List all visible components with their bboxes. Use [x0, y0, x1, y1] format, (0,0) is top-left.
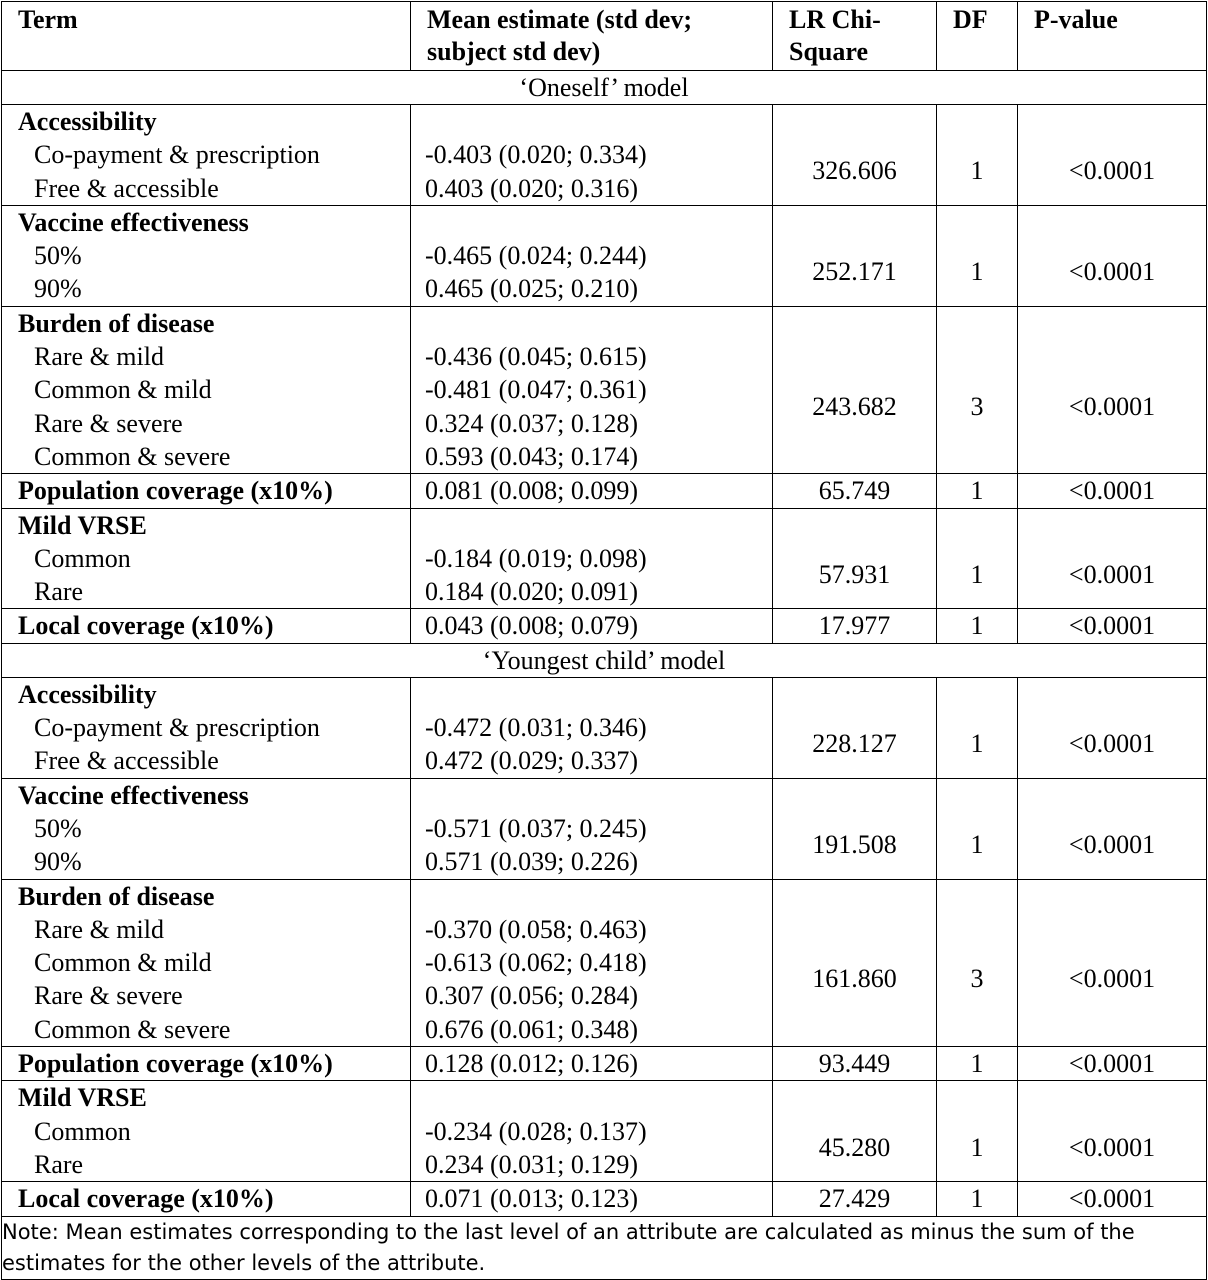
level-name: 90%	[34, 847, 82, 877]
pvalue-cell: <0.0001	[1018, 306, 1207, 473]
attribute-row	[2, 677, 1207, 778]
term-cell	[2, 474, 411, 508]
df-cell: 1	[937, 778, 1018, 879]
pvalue-cell: <0.0001	[1018, 778, 1207, 879]
attribute-name: Vaccine effectiveness	[18, 207, 249, 237]
level-estimate: 0.465 (0.025; 0.210)	[425, 274, 639, 304]
df-cell: 1	[937, 474, 1018, 508]
term-cell	[2, 508, 411, 609]
level-estimate: -0.481 (0.047; 0.361)	[425, 375, 647, 405]
level-name: Common & mild	[34, 948, 212, 978]
estimate-cell	[411, 205, 773, 306]
estimate-cell	[411, 1047, 773, 1081]
header-term: Term	[2, 2, 411, 71]
df-cell: 1	[937, 677, 1018, 778]
level-estimate: 0.403 (0.020; 0.316)	[425, 173, 639, 203]
level-name: Common & severe	[34, 1014, 231, 1044]
attribute-name: Population coverage (x10%)	[18, 1049, 333, 1079]
level-name: 90%	[34, 274, 82, 304]
header-lr-line1: LR Chi-	[789, 5, 881, 34]
estimate-cell	[411, 1081, 773, 1182]
estimate-cell	[411, 306, 773, 473]
lr-chi-square-cell: 57.931	[773, 508, 937, 609]
term-cell	[2, 879, 411, 1046]
attribute-row	[2, 474, 1207, 508]
estimate-spacer	[411, 779, 772, 812]
lr-chi-square-cell: 228.127	[773, 677, 937, 778]
pvalue-cell: <0.0001	[1018, 508, 1207, 609]
level-name: Rare	[34, 1149, 84, 1179]
level-estimate: -0.465 (0.024; 0.244)	[425, 241, 647, 271]
lr-chi-square-cell: 65.749	[773, 474, 937, 508]
lr-chi-square-cell: 161.860	[773, 879, 937, 1046]
pvalue-cell: <0.0001	[1018, 1047, 1207, 1081]
lr-chi-square-cell: 243.682	[773, 306, 937, 473]
attribute-estimate: 0.071 (0.013; 0.123)	[425, 1184, 639, 1214]
estimate-spacer	[411, 206, 772, 239]
attribute-estimate: 0.043 (0.008; 0.079)	[425, 611, 639, 641]
attribute-name: Population coverage (x10%)	[18, 476, 333, 506]
estimate-cell	[411, 105, 773, 206]
attribute-row	[2, 778, 1207, 879]
lr-chi-square-cell: 93.449	[773, 1047, 937, 1081]
attribute-name: Local coverage (x10%)	[18, 1184, 274, 1214]
df-cell: 1	[937, 1081, 1018, 1182]
level-estimate: -0.613 (0.062; 0.418)	[425, 948, 647, 978]
pvalue-cell: <0.0001	[1018, 879, 1207, 1046]
level-name: Common & severe	[34, 441, 231, 471]
lr-chi-square-cell: 17.977	[773, 609, 937, 643]
level-estimate: 0.324 (0.037; 0.128)	[425, 408, 639, 438]
term-cell	[2, 778, 411, 879]
attribute-row	[2, 306, 1207, 473]
level-estimate: 0.184 (0.020; 0.091)	[425, 577, 639, 607]
lr-chi-square-cell: 252.171	[773, 205, 937, 306]
results-table	[1, 1, 1207, 1280]
level-name: Rare & severe	[34, 408, 183, 438]
level-estimate: -0.571 (0.037; 0.245)	[425, 813, 647, 843]
df-cell: 1	[937, 1182, 1018, 1216]
estimate-cell	[411, 474, 773, 508]
estimate-cell	[411, 609, 773, 643]
lr-chi-square-cell: 326.606	[773, 105, 937, 206]
pvalue-cell: <0.0001	[1018, 1182, 1207, 1216]
level-name: Free & accessible	[34, 173, 219, 203]
attribute-row	[2, 609, 1207, 643]
pvalue-cell: <0.0001	[1018, 1081, 1207, 1182]
attribute-row	[2, 879, 1207, 1046]
level-name: Co-payment & prescription	[34, 140, 320, 170]
term-cell	[2, 105, 411, 206]
header-lr-line2: Square	[789, 37, 868, 66]
attribute-estimate: 0.081 (0.008; 0.099)	[425, 476, 639, 506]
table-body	[2, 71, 1207, 1217]
pvalue-cell: <0.0001	[1018, 474, 1207, 508]
estimate-spacer	[411, 307, 772, 340]
attribute-name: Mild VRSE	[18, 510, 147, 540]
level-estimate: -0.436 (0.045; 0.615)	[425, 342, 647, 372]
note-row	[2, 1216, 1207, 1279]
term-cell	[2, 306, 411, 473]
df-cell: 1	[937, 609, 1018, 643]
level-estimate: 0.571 (0.039; 0.226)	[425, 847, 639, 877]
estimate-spacer	[411, 880, 772, 913]
attribute-row	[2, 1182, 1207, 1216]
level-estimate: -0.234 (0.028; 0.137)	[425, 1116, 647, 1146]
section-header-row	[2, 71, 1207, 105]
section-header-row	[2, 643, 1207, 677]
header-row	[2, 2, 1207, 71]
level-name: Rare & mild	[34, 342, 164, 372]
estimate-spacer	[411, 1081, 772, 1114]
pvalue-cell: <0.0001	[1018, 677, 1207, 778]
level-estimate: -0.184 (0.019; 0.098)	[425, 543, 647, 573]
header-estimate	[411, 2, 773, 71]
lr-chi-square-cell: 27.429	[773, 1182, 937, 1216]
header-estimate-line1: Mean estimate (std dev;	[427, 5, 692, 34]
level-estimate: 0.472 (0.029; 0.337)	[425, 746, 639, 776]
df-cell: 3	[937, 306, 1018, 473]
estimate-cell	[411, 1182, 773, 1216]
attribute-name: Local coverage (x10%)	[18, 611, 274, 641]
attribute-name: Mild VRSE	[18, 1083, 147, 1113]
level-name: Common	[34, 1116, 131, 1146]
level-name: Common & mild	[34, 375, 212, 405]
level-estimate: -0.403 (0.020; 0.334)	[425, 140, 647, 170]
level-name: Co-payment & prescription	[34, 713, 320, 743]
attribute-estimate: 0.128 (0.012; 0.126)	[425, 1049, 639, 1079]
estimate-cell	[411, 879, 773, 1046]
attribute-row	[2, 205, 1207, 306]
term-cell	[2, 1182, 411, 1216]
estimate-spacer	[411, 509, 772, 542]
df-cell: 3	[937, 879, 1018, 1046]
attribute-name: Vaccine effectiveness	[18, 780, 249, 810]
level-name: 50%	[34, 813, 82, 843]
attribute-name: Burden of disease	[18, 881, 215, 911]
estimate-spacer	[411, 678, 772, 711]
section-title: ‘Youngest child’ model	[2, 643, 1207, 677]
level-name: 50%	[34, 241, 82, 271]
df-cell: 1	[937, 508, 1018, 609]
level-estimate: 0.593 (0.043; 0.174)	[425, 441, 639, 471]
header-estimate-line2: subject std dev)	[427, 37, 601, 66]
term-cell	[2, 205, 411, 306]
attribute-row	[2, 1047, 1207, 1081]
df-cell: 1	[937, 205, 1018, 306]
attribute-row	[2, 1081, 1207, 1182]
attribute-row	[2, 508, 1207, 609]
estimate-cell	[411, 508, 773, 609]
level-name: Rare	[34, 577, 84, 607]
term-cell	[2, 1081, 411, 1182]
estimate-cell	[411, 778, 773, 879]
level-name: Rare & mild	[34, 914, 164, 944]
header-lr-chi-square	[773, 2, 937, 71]
level-name: Rare & severe	[34, 981, 183, 1011]
term-cell	[2, 609, 411, 643]
attribute-name: Accessibility	[18, 107, 157, 136]
lr-chi-square-cell: 45.280	[773, 1081, 937, 1182]
level-estimate: -0.472 (0.031; 0.346)	[425, 713, 647, 743]
header-pvalue: P-value	[1018, 2, 1207, 71]
df-cell: 1	[937, 105, 1018, 206]
attribute-name: Accessibility	[18, 679, 157, 709]
attribute-row	[2, 105, 1207, 206]
term-cell	[2, 677, 411, 778]
attribute-name: Burden of disease	[18, 308, 215, 338]
section-title: ‘Oneself’ model	[2, 71, 1207, 105]
level-name: Free & accessible	[34, 746, 219, 776]
df-cell: 1	[937, 1047, 1018, 1081]
level-estimate: 0.676 (0.061; 0.348)	[425, 1014, 639, 1044]
lr-chi-square-cell: 191.508	[773, 778, 937, 879]
level-estimate: 0.234 (0.031; 0.129)	[425, 1149, 639, 1179]
level-estimate: -0.370 (0.058; 0.463)	[425, 914, 647, 944]
pvalue-cell: <0.0001	[1018, 205, 1207, 306]
header-df: DF	[937, 2, 1018, 71]
estimate-cell	[411, 677, 773, 778]
level-name: Common	[34, 543, 131, 573]
table-note: Note: Mean estimates corresponding to the last level of an attribute are calculated as minus the sum of the estimates for the other levels of the attribute.	[2, 1216, 1207, 1279]
level-estimate: 0.307 (0.056; 0.284)	[425, 981, 639, 1011]
estimate-spacer	[411, 105, 772, 138]
pvalue-cell: <0.0001	[1018, 609, 1207, 643]
pvalue-cell: <0.0001	[1018, 105, 1207, 206]
term-cell	[2, 1047, 411, 1081]
